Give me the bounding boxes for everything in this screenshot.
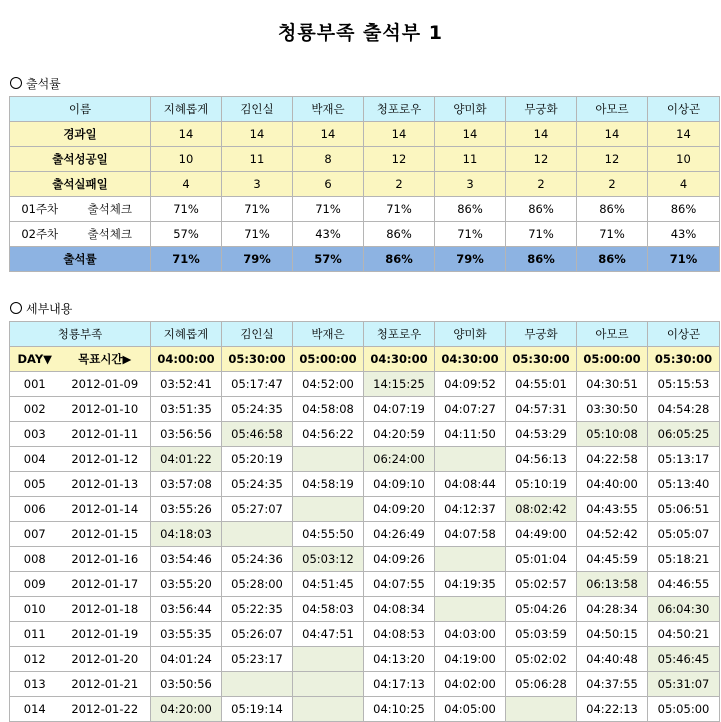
attendance-day-row	[10, 522, 720, 547]
check-in-time-cell: 05:28:00	[222, 572, 293, 597]
count-cell: 14	[364, 122, 435, 147]
weekly-rate-cell: 86%	[648, 197, 720, 222]
count-cell: 12	[577, 147, 648, 172]
date-cell: 2012-01-19	[60, 622, 151, 647]
check-in-time-cell: 04:30:51	[577, 372, 648, 397]
weekly-rate-cell: 71%	[577, 222, 648, 247]
member-name-header: 청포로우	[364, 322, 435, 347]
check-in-time-cell: 05:05:00	[648, 697, 720, 722]
check-in-time-cell: 04:43:55	[577, 497, 648, 522]
day-header-cell: DAY▼	[10, 347, 60, 372]
member-name-header: 박재은	[293, 97, 364, 122]
check-in-time-cell: 04:07:58	[435, 522, 506, 547]
check-in-time-cell: 04:58:19	[293, 472, 364, 497]
check-in-time-cell: 04:57:31	[506, 397, 577, 422]
count-cell: 14	[293, 122, 364, 147]
day-number-cell: 010	[10, 597, 60, 622]
check-in-time-cell: 04:56:13	[506, 447, 577, 472]
week-label: 02주차	[10, 222, 70, 247]
check-in-time-cell: 05:24:35	[222, 397, 293, 422]
check-in-time-cell: 05:20:19	[222, 447, 293, 472]
attendance-day-row	[10, 422, 720, 447]
check-in-time-cell: 05:19:14	[222, 697, 293, 722]
check-in-time-cell: 04:49:00	[506, 522, 577, 547]
check-in-time-cell: 04:51:45	[293, 572, 364, 597]
count-cell: 12	[506, 147, 577, 172]
check-in-time-cell: 05:06:51	[648, 497, 720, 522]
date-cell: 2012-01-10	[60, 397, 151, 422]
member-name-header: 양미화	[435, 97, 506, 122]
day-number-cell: 012	[10, 647, 60, 672]
week-check-label: 출석체크	[70, 222, 151, 247]
check-in-time-cell: 05:04:26	[506, 597, 577, 622]
check-in-time-cell: 05:24:36	[222, 547, 293, 572]
day-number-cell: 003	[10, 422, 60, 447]
target-time-cell: 05:30:00	[648, 347, 720, 372]
check-in-time-cell: 05:46:45	[648, 647, 720, 672]
check-in-time-cell: 03:55:26	[151, 497, 222, 522]
check-in-time-cell: 05:26:07	[222, 622, 293, 647]
check-in-time-cell: 04:12:37	[435, 497, 506, 522]
detail-header-row	[10, 322, 720, 347]
check-in-time-cell: 04:09:52	[435, 372, 506, 397]
week-label: 01주차	[10, 197, 70, 222]
total-rate-label: 출석률	[10, 247, 151, 272]
member-name-header: 무궁화	[506, 97, 577, 122]
summary-count-row	[10, 122, 720, 147]
weekly-rate-cell: 71%	[364, 197, 435, 222]
day-number-cell: 004	[10, 447, 60, 472]
check-in-time-cell: 04:58:08	[293, 397, 364, 422]
count-cell: 14	[435, 122, 506, 147]
row-label: 출석실패일	[10, 172, 151, 197]
target-time-cell: 04:30:00	[435, 347, 506, 372]
attendance-day-row	[10, 572, 720, 597]
member-name-header: 박재은	[293, 322, 364, 347]
check-in-time-cell: 04:47:51	[293, 622, 364, 647]
check-in-time-cell: 05:31:07	[648, 672, 720, 697]
check-in-time-cell: 05:22:35	[222, 597, 293, 622]
check-in-time-cell: 04:07:19	[364, 397, 435, 422]
check-in-time-cell: 04:17:13	[364, 672, 435, 697]
member-name-header: 아모르	[577, 97, 648, 122]
weekly-rate-cell: 57%	[151, 222, 222, 247]
attendance-detail-table	[9, 321, 720, 722]
date-cell: 2012-01-17	[60, 572, 151, 597]
check-in-time-cell	[222, 672, 293, 697]
check-in-time-cell: 05:13:17	[648, 447, 720, 472]
check-in-time-cell: 04:03:00	[435, 622, 506, 647]
check-in-time-cell: 04:28:34	[577, 597, 648, 622]
count-cell: 10	[648, 147, 720, 172]
check-in-time-cell: 03:56:44	[151, 597, 222, 622]
attendance-day-row	[10, 397, 720, 422]
detail-section-label: 세부내용	[26, 302, 73, 316]
count-cell: 14	[506, 122, 577, 147]
check-in-time-cell: 04:56:22	[293, 422, 364, 447]
check-in-time-cell: 05:23:17	[222, 647, 293, 672]
target-time-cell: 05:00:00	[293, 347, 364, 372]
count-cell: 14	[648, 122, 720, 147]
count-cell: 4	[648, 172, 720, 197]
member-name-header: 이상곤	[648, 97, 720, 122]
circle-bullet-icon	[10, 302, 22, 314]
check-in-time-cell	[222, 522, 293, 547]
check-in-time-cell: 04:09:10	[364, 472, 435, 497]
check-in-time-cell: 04:40:48	[577, 647, 648, 672]
check-in-time-cell: 03:55:20	[151, 572, 222, 597]
target-time-cell: 04:00:00	[151, 347, 222, 372]
count-cell: 3	[435, 172, 506, 197]
count-cell: 6	[293, 172, 364, 197]
attendance-day-row	[10, 547, 720, 572]
check-in-time-cell: 04:50:15	[577, 622, 648, 647]
total-rate-cell: 86%	[364, 247, 435, 272]
check-in-time-cell: 05:03:59	[506, 622, 577, 647]
target-time-row	[10, 347, 720, 372]
check-in-time-cell	[293, 497, 364, 522]
check-in-time-cell: 05:06:28	[506, 672, 577, 697]
weekly-rate-cell: 86%	[435, 197, 506, 222]
check-in-time-cell	[435, 597, 506, 622]
check-in-time-cell: 04:09:20	[364, 497, 435, 522]
check-in-time-cell: 04:11:50	[435, 422, 506, 447]
check-in-time-cell: 04:45:59	[577, 547, 648, 572]
day-number-cell: 006	[10, 497, 60, 522]
check-in-time-cell: 05:01:04	[506, 547, 577, 572]
week-check-label: 출석체크	[70, 197, 151, 222]
date-cell: 2012-01-12	[60, 447, 151, 472]
check-in-time-cell: 05:24:35	[222, 472, 293, 497]
check-in-time-cell	[506, 697, 577, 722]
attendance-summary-table	[9, 96, 720, 272]
check-in-time-cell	[293, 672, 364, 697]
total-rate-cell: 79%	[435, 247, 506, 272]
check-in-time-cell: 03:54:46	[151, 547, 222, 572]
summary-section-heading	[10, 75, 61, 92]
date-cell: 2012-01-09	[60, 372, 151, 397]
member-name-header: 청포로우	[364, 97, 435, 122]
check-in-time-cell: 04:52:00	[293, 372, 364, 397]
check-in-time-cell: 14:15:25	[364, 372, 435, 397]
check-in-time-cell: 04:08:34	[364, 597, 435, 622]
name-header-cell: 이름	[10, 97, 151, 122]
member-name-header: 이상곤	[648, 322, 720, 347]
weekly-rate-cell: 43%	[648, 222, 720, 247]
check-in-time-cell: 04:20:59	[364, 422, 435, 447]
count-cell: 14	[151, 122, 222, 147]
day-number-cell: 009	[10, 572, 60, 597]
target-time-cell: 05:30:00	[506, 347, 577, 372]
check-in-time-cell: 06:13:58	[577, 572, 648, 597]
member-name-header: 김인실	[222, 322, 293, 347]
row-label: 경과일	[10, 122, 151, 147]
count-cell: 3	[222, 172, 293, 197]
attendance-day-row	[10, 497, 720, 522]
date-cell: 2012-01-21	[60, 672, 151, 697]
member-name-header: 지혜롭게	[151, 322, 222, 347]
check-in-time-cell: 04:01:24	[151, 647, 222, 672]
date-cell: 2012-01-18	[60, 597, 151, 622]
weekly-rate-cell: 71%	[222, 222, 293, 247]
check-in-time-cell: 04:18:03	[151, 522, 222, 547]
count-cell: 12	[364, 147, 435, 172]
check-in-time-cell: 03:57:08	[151, 472, 222, 497]
check-in-time-cell: 04:07:55	[364, 572, 435, 597]
check-in-time-cell	[293, 697, 364, 722]
check-in-time-cell: 04:08:53	[364, 622, 435, 647]
summary-header-row	[10, 97, 720, 122]
check-in-time-cell: 03:30:50	[577, 397, 648, 422]
check-in-time-cell: 04:19:00	[435, 647, 506, 672]
total-rate-cell: 71%	[648, 247, 720, 272]
day-number-cell: 001	[10, 372, 60, 397]
day-number-cell: 008	[10, 547, 60, 572]
check-in-time-cell: 04:26:49	[364, 522, 435, 547]
check-in-time-cell: 04:01:22	[151, 447, 222, 472]
check-in-time-cell: 08:02:42	[506, 497, 577, 522]
date-cell: 2012-01-14	[60, 497, 151, 522]
check-in-time-cell: 05:18:21	[648, 547, 720, 572]
check-in-time-cell: 06:24:00	[364, 447, 435, 472]
weekly-rate-row	[10, 222, 720, 247]
check-in-time-cell: 04:20:00	[151, 697, 222, 722]
attendance-day-row	[10, 597, 720, 622]
check-in-time-cell: 06:04:30	[648, 597, 720, 622]
check-in-time-cell: 04:09:26	[364, 547, 435, 572]
weekly-rate-cell: 71%	[435, 222, 506, 247]
check-in-time-cell: 04:19:35	[435, 572, 506, 597]
tribe-header-cell: 청룡부족	[10, 322, 151, 347]
date-cell: 2012-01-13	[60, 472, 151, 497]
check-in-time-cell: 04:13:20	[364, 647, 435, 672]
circle-bullet-icon	[10, 77, 22, 89]
date-cell: 2012-01-20	[60, 647, 151, 672]
member-name-header: 무궁화	[506, 322, 577, 347]
check-in-time-cell	[435, 447, 506, 472]
row-label: 출석성공일	[10, 147, 151, 172]
check-in-time-cell: 04:55:01	[506, 372, 577, 397]
check-in-time-cell: 03:52:41	[151, 372, 222, 397]
target-time-cell: 05:30:00	[222, 347, 293, 372]
count-cell: 4	[151, 172, 222, 197]
count-cell: 14	[222, 122, 293, 147]
count-cell: 2	[577, 172, 648, 197]
check-in-time-cell: 05:10:08	[577, 422, 648, 447]
attendance-day-row	[10, 447, 720, 472]
summary-count-row	[10, 147, 720, 172]
summary-section-label: 출석률	[26, 77, 61, 91]
attendance-day-row	[10, 472, 720, 497]
check-in-time-cell	[293, 647, 364, 672]
count-cell: 11	[222, 147, 293, 172]
check-in-time-cell: 04:08:44	[435, 472, 506, 497]
total-rate-cell: 86%	[577, 247, 648, 272]
member-name-header: 지혜롭게	[151, 97, 222, 122]
check-in-time-cell	[435, 547, 506, 572]
check-in-time-cell: 04:22:58	[577, 447, 648, 472]
weekly-rate-cell: 86%	[577, 197, 648, 222]
check-in-time-cell: 04:50:21	[648, 622, 720, 647]
day-number-cell: 002	[10, 397, 60, 422]
check-in-time-cell: 05:13:40	[648, 472, 720, 497]
total-rate-cell: 71%	[151, 247, 222, 272]
page-title: 청룡부족 출석부 1	[278, 22, 443, 44]
weekly-rate-cell: 71%	[293, 197, 364, 222]
check-in-time-cell: 05:17:47	[222, 372, 293, 397]
weekly-rate-cell: 43%	[293, 222, 364, 247]
day-number-cell: 011	[10, 622, 60, 647]
check-in-time-cell: 05:02:02	[506, 647, 577, 672]
check-in-time-cell: 05:27:07	[222, 497, 293, 522]
check-in-time-cell: 04:54:28	[648, 397, 720, 422]
check-in-time-cell: 05:03:12	[293, 547, 364, 572]
weekly-rate-cell: 71%	[151, 197, 222, 222]
target-time-cell: 05:00:00	[577, 347, 648, 372]
check-in-time-cell: 06:05:25	[648, 422, 720, 447]
check-in-time-cell: 05:46:58	[222, 422, 293, 447]
attendance-day-row	[10, 622, 720, 647]
date-cell: 2012-01-15	[60, 522, 151, 547]
attendance-day-row	[10, 672, 720, 697]
check-in-time-cell: 05:10:19	[506, 472, 577, 497]
summary-count-row	[10, 172, 720, 197]
check-in-time-cell: 04:53:29	[506, 422, 577, 447]
check-in-time-cell: 03:56:56	[151, 422, 222, 447]
date-cell: 2012-01-11	[60, 422, 151, 447]
day-number-cell: 014	[10, 697, 60, 722]
total-rate-row	[10, 247, 720, 272]
weekly-rate-cell: 71%	[506, 222, 577, 247]
member-name-header: 아모르	[577, 322, 648, 347]
check-in-time-cell: 04:02:00	[435, 672, 506, 697]
check-in-time-cell: 03:50:56	[151, 672, 222, 697]
weekly-rate-cell: 86%	[506, 197, 577, 222]
weekly-rate-cell: 71%	[222, 197, 293, 222]
date-cell: 2012-01-16	[60, 547, 151, 572]
count-cell: 14	[577, 122, 648, 147]
member-name-header: 양미화	[435, 322, 506, 347]
attendance-day-row	[10, 372, 720, 397]
check-in-time-cell: 05:05:07	[648, 522, 720, 547]
total-rate-cell: 57%	[293, 247, 364, 272]
count-cell: 11	[435, 147, 506, 172]
member-name-header: 김인실	[222, 97, 293, 122]
date-cell: 2012-01-22	[60, 697, 151, 722]
target-time-cell: 04:30:00	[364, 347, 435, 372]
day-number-cell: 005	[10, 472, 60, 497]
weekly-rate-cell: 86%	[364, 222, 435, 247]
total-rate-cell: 86%	[506, 247, 577, 272]
check-in-time-cell: 04:58:03	[293, 597, 364, 622]
count-cell: 10	[151, 147, 222, 172]
attendance-day-row	[10, 697, 720, 722]
check-in-time-cell: 04:46:55	[648, 572, 720, 597]
check-in-time-cell: 03:51:35	[151, 397, 222, 422]
check-in-time-cell: 05:15:53	[648, 372, 720, 397]
target-header-cell: 목표시간▶	[60, 347, 151, 372]
check-in-time-cell: 05:02:57	[506, 572, 577, 597]
attendance-day-row	[10, 647, 720, 672]
check-in-time-cell: 04:07:27	[435, 397, 506, 422]
count-cell: 2	[364, 172, 435, 197]
check-in-time-cell: 04:10:25	[364, 697, 435, 722]
weekly-rate-row	[10, 197, 720, 222]
day-number-cell: 007	[10, 522, 60, 547]
check-in-time-cell	[293, 447, 364, 472]
check-in-time-cell: 04:05:00	[435, 697, 506, 722]
check-in-time-cell: 04:22:13	[577, 697, 648, 722]
check-in-time-cell: 04:40:00	[577, 472, 648, 497]
day-number-cell: 013	[10, 672, 60, 697]
count-cell: 8	[293, 147, 364, 172]
count-cell: 2	[506, 172, 577, 197]
detail-section-heading	[10, 300, 72, 317]
check-in-time-cell: 04:37:55	[577, 672, 648, 697]
total-rate-cell: 79%	[222, 247, 293, 272]
check-in-time-cell: 04:52:42	[577, 522, 648, 547]
check-in-time-cell: 04:55:50	[293, 522, 364, 547]
check-in-time-cell: 03:55:35	[151, 622, 222, 647]
